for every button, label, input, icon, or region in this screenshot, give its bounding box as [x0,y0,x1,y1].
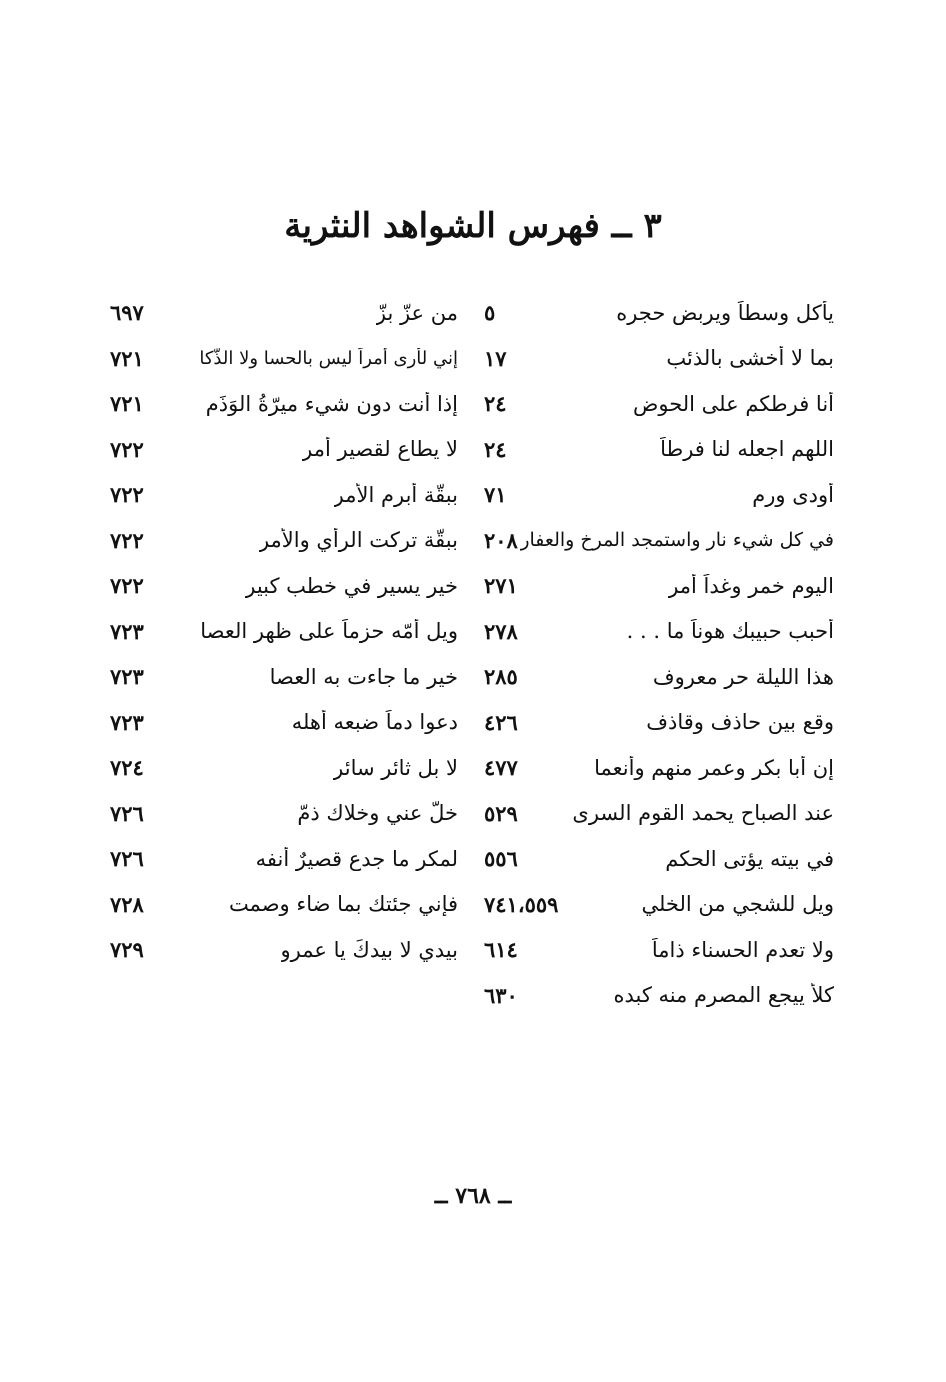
entry-page: ٧٢٦ [110,800,144,826]
entry-page: ٥٢٩ [484,800,518,826]
index-entry [484,563,834,609]
entry-page: ٧٢٩ [110,937,144,963]
index-entry [484,609,834,655]
index-column-right [484,290,834,1018]
index-entry [484,927,834,973]
entry-text: يأكل وسطاً ويربض حجره [616,300,834,325]
entry-page: ١٧ [484,345,507,371]
index-entry [110,791,458,837]
entry-page: ٧٢١ [110,391,144,417]
entry-text: ولا تعدم الحسناء ذاماً [651,937,834,962]
entry-text: اللهم اجعله لنا فرطاً [660,437,834,462]
entry-text: في بيته يؤتى الحكم [665,846,834,871]
entry-text: ويل أمّه حزماً على ظهر العصا [200,619,458,644]
entry-page: ٤٢٦ [484,709,518,735]
entry-page: ٢٤ [484,391,507,417]
entry-page: ٧٢٦ [110,846,144,872]
index-entry [110,518,458,564]
index-entry [110,836,458,882]
entry-text: لا بل ثائر سائر [333,755,458,780]
index-entry [484,882,834,928]
entry-text: خير ما جاءت به العصا [269,664,458,689]
index-entry [110,745,458,791]
entry-page: ٢٠٨ [484,527,518,553]
entry-page: ٧٤١،٥٥٩ [484,891,559,917]
entry-page: ٢٨٥ [484,664,518,690]
index-entry [484,427,834,473]
entry-page: ٦٩٧ [110,300,144,326]
entry-page: ٥ [484,300,496,326]
index-entry [110,472,458,518]
entry-page: ٢٤ [484,436,507,462]
entry-text: عند الصباح يحمد القوم السرى [572,801,834,826]
index-entry [484,472,834,518]
entry-text: خلّ عني وخلاك ذمّ [297,801,458,826]
index-entry [110,882,458,928]
index-entry [484,290,834,336]
entry-text: إذا أنت دون شيء ميرّةُ الوَذَمِ [205,391,458,416]
index-entry [110,336,458,382]
index-entry [484,700,834,746]
entry-text: دعوا دماً ضبعه أهله [291,710,458,735]
entry-text: ببقّة تركت الرأي والأمر [258,528,458,553]
index-entry [484,745,834,791]
page-title: ٣ ــ فهرس الشواهد النثرية [284,206,662,246]
index-entry [110,700,458,746]
entry-page: ٦٣٠ [484,982,518,1008]
index-entry [484,973,834,1019]
entry-page: ٢٧٨ [484,618,518,644]
entry-text: في كل شيء نار واستمجد المرخ والعفار [520,529,834,552]
entry-text: أحبب حبيبك هوناً ما . . . [626,619,834,644]
index-entry [484,836,834,882]
index-column-left [110,290,458,973]
index-entry [484,791,834,837]
entry-page: ٤٧٧ [484,755,518,781]
index-entry [484,336,834,382]
entry-page: ٧٢٢ [110,527,144,553]
entry-page: ٧٢٢ [110,573,144,599]
entry-page: ٦١٤ [484,937,518,963]
entry-page: ٧٢٣ [110,618,144,644]
entry-text: ببقّة أبرم الأمر [333,482,458,507]
index-entry [110,927,458,973]
entry-text: بيدي لا بيدكَ يا عمرو [280,937,458,962]
entry-text: كلأ ييجع المصرم منه كبده [613,983,834,1008]
entry-text: فإني جئتك بما ضاء وصمت [228,892,458,917]
index-entry [484,654,834,700]
index-entry [110,609,458,655]
index-entry [110,290,458,336]
entry-text: بما لا أخشى بالذئب [666,346,834,371]
index-entry [110,427,458,473]
entry-page: ٧٢٨ [110,891,144,917]
entry-page: ٧٢٣ [110,664,144,690]
entry-page: ٥٥٦ [484,846,518,872]
entry-page: ٧١ [484,482,507,508]
entry-text: هذا الليلة حر معروف [652,664,834,689]
entry-text: ويل للشجي من الخلي [641,892,834,917]
index-entry [484,518,834,564]
entry-text: لا يطاع لقصير أمر [302,437,458,462]
entry-text: من عزّ بزّ [375,300,458,325]
entry-page: ٧٢٤ [110,755,144,781]
entry-text: وقع بين حاذف وقاذف [646,710,834,735]
page-number: ــ ٧٦٨ ــ [434,1183,512,1209]
entry-page: ٧٢١ [110,345,144,371]
entry-text: إن أبا بكر وعمر منهم وأنعما [594,755,834,780]
entry-text: أنا فرطكم على الحوض [632,391,834,416]
entry-text: خير يسير في خطب كبير [245,573,458,598]
entry-text: إني لأرى أمراً ليس بالحسا ولا الذّكا [199,347,458,369]
index-entry [110,563,458,609]
entry-page: ٧٢٢ [110,482,144,508]
index-entry [110,381,458,427]
entry-page: ٧٢٢ [110,436,144,462]
entry-page: ٧٢٣ [110,709,144,735]
index-entry [484,381,834,427]
entry-text: اليوم خمر وغداً أمر [668,573,834,598]
entry-text: أودى ورم [752,482,834,507]
entry-page: ٢٧١ [484,573,518,599]
entry-text: لمكرٍ ما جدع قصيرٌ أنفه [255,846,458,871]
index-entry [110,654,458,700]
